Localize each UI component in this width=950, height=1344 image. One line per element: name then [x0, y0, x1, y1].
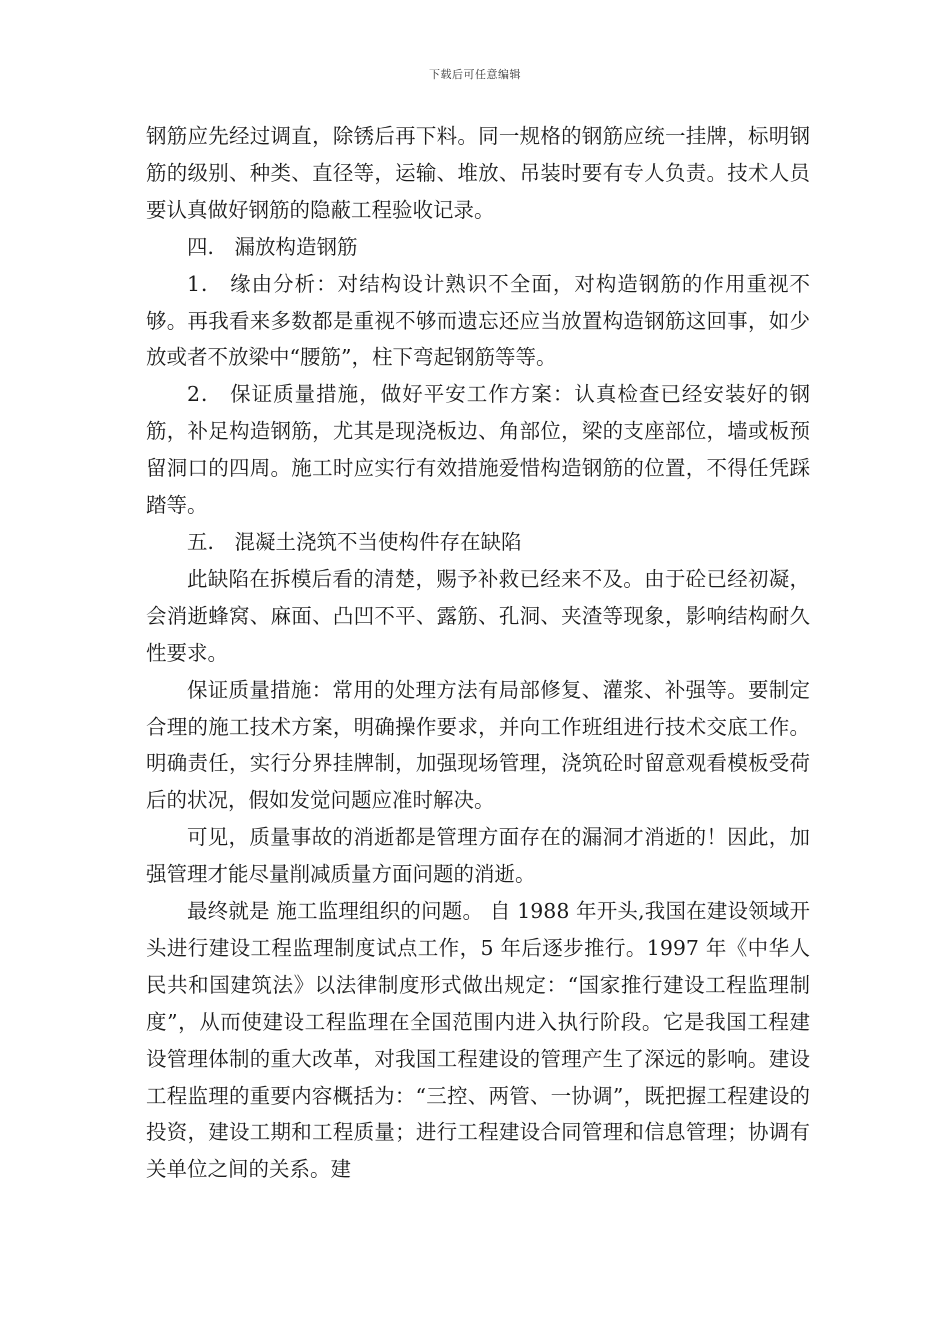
paragraph-quality-measures-rebar: 2． 保证质量措施，做好平安工作方案：认真检查已经安装好的钢筋，补足构造钢筋，尤其是现浇板边、角部位，梁的支座部位，墙或板预留洞口的四周。施工时应实行有效措施爱惜构造钢筋的位置，不得任凭踩踏等。: [146, 382, 810, 518]
paragraph-quality-measures-concrete: 保证质量措施：常用的处理方法有局部修复、灌浆、补强等。要制定合理的施工技术方案，明确操作要求，并向工作班组进行技术交底工作。明确责任，实行分界挂牌制，加强现场管理，浇筑砼时留意观看模板受荷后的状况，假如发觉问题应准时解决。: [146, 677, 810, 813]
paragraph-supervision-organization: 最终就是 施工监理组织的问题。 自 1988 年开头,我国在建设领域开头进行建设工程监理制度试点工作，5 年后逐步推行。1997 年《中华人民共和国建筑法》以法律制度形式做出规定：“国家推行建设工程监理制度”，从而使建设工程监理在全国范围内进入执行阶段。它是我国工程建设管理体制的重大改革，对我国工程建设的管理产生了深远的影响。建设工程监理的重要内容概括为：“三控、两管、一协调”，既把握工程建设的投资，建设工期和工程质量；进行工程建设合同管理和信息管理；协调有关单位之间的关系。建: [146, 899, 810, 1182]
paragraph-defect-description: 此缺陷在拆模后看的清楚，赐予补救已经来不及。由于砼已经初凝，会消逝蜂窝、麻面、凸凹不平、露筋、孔洞、夹渣等现象，影响结构耐久性要求。: [146, 566, 810, 665]
heading-section-four: 四． 漏放构造钢筋: [187, 234, 358, 259]
paragraph-management-conclusion: 可见，质量事故的消逝都是管理方面存在的漏洞才消逝的！因此，加强管理才能尽量削减质量方面问题的消逝。: [146, 825, 810, 887]
heading-section-five: 五． 混凝土浇筑不当使构件存在缺陷: [187, 529, 522, 554]
paragraph-cause-analysis: 1． 缘由分析：对结构设计熟识不全面，对构造钢筋的作用重视不够。再我看来多数都是重视不够而遗忘还应当放置构造钢筋这回事，如少放或者不放梁中“腰筋”，柱下弯起钢筋等等。: [146, 271, 810, 370]
paragraph-rebar-handling: 钢筋应先经过调直，除锈后再下料。同一规格的钢筋应统一挂牌，标明钢筋的级别、种类、直径等，运输、堆放、吊装时要有专人负责。技术人员要认真做好钢筋的隐蔽工程验收记录。: [146, 124, 810, 222]
document-body: [146, 118, 810, 1188]
page-header-note: 下载后可任意编辑: [429, 68, 521, 81]
